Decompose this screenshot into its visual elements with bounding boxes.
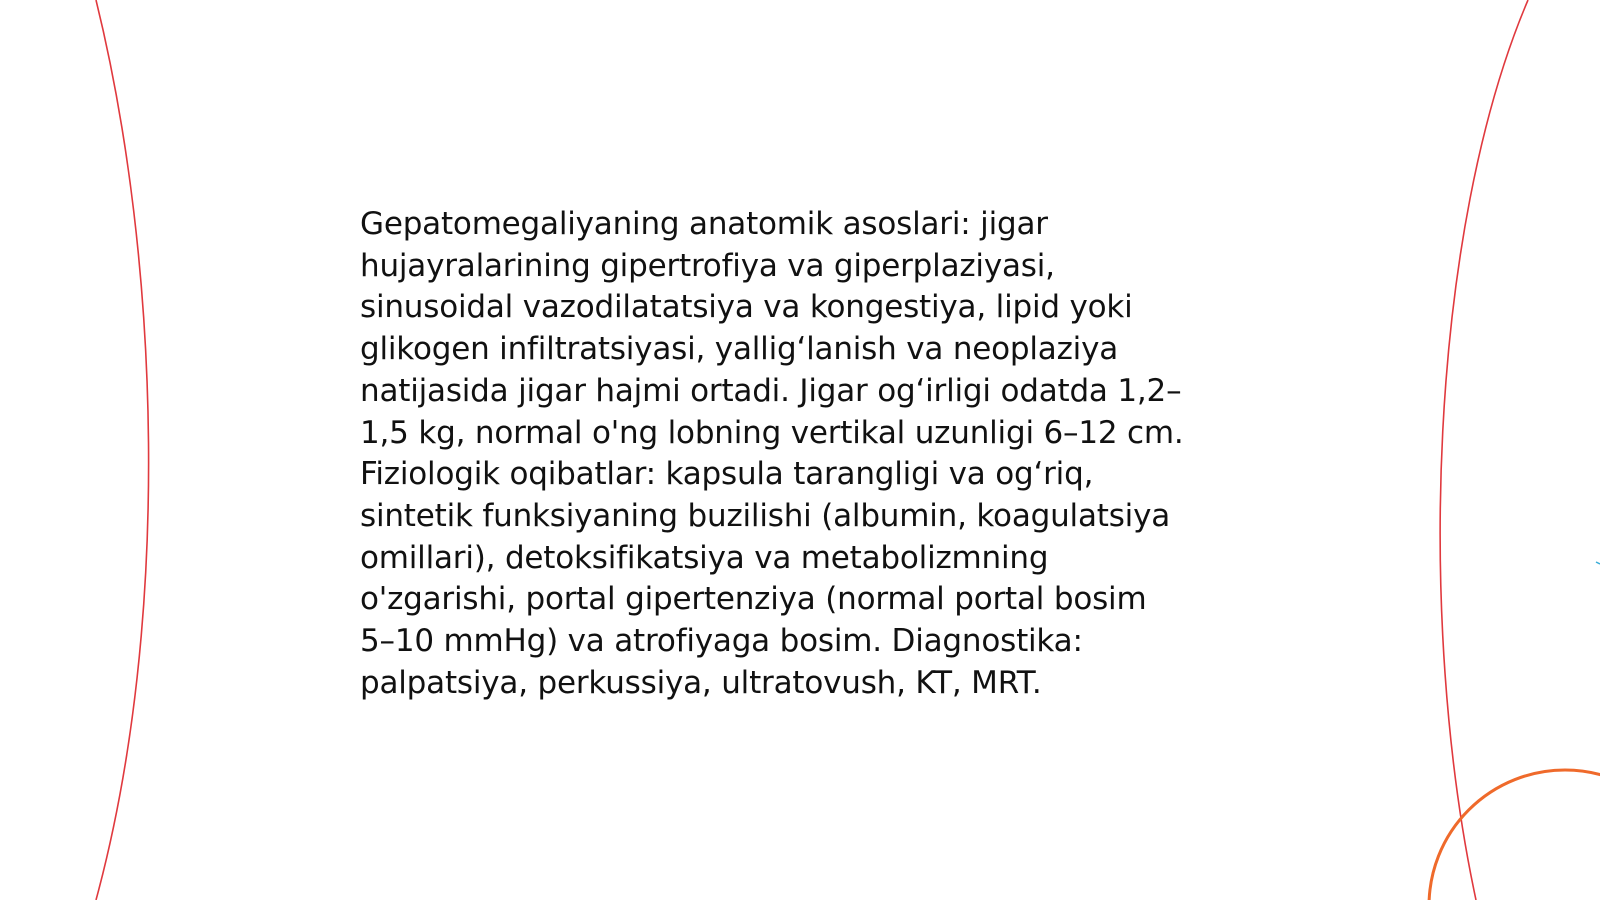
body-line: Gepatomegaliyaning anatomik asoslari: jigar [360, 206, 1048, 242]
body-line: 1,5 kg, normal o'ng lobning vertikal uzunligi 6–12 cm. [360, 414, 1184, 451]
body-text [360, 204, 1240, 704]
body-line: sintetik funksiyaning buzilishi (albumin, koagulatsiya [360, 497, 1171, 534]
body-line: omillari), detoksifikatsiya va metabolizmning [360, 539, 1049, 576]
body-line: Fiziologik oqibatlar: kapsula tarangligi va og‘riq, [360, 456, 1094, 493]
body-line: sinusoidal vazodilatatsiya va kongestiya, lipid yoki [360, 289, 1133, 326]
body-line: hujayralarining gipertrofiya va giperplaziyasi, [360, 247, 1055, 284]
left-arc [96, 0, 149, 900]
body-line: palpatsiya, perkussiya, ultratovush, KT, MRT. [360, 664, 1042, 701]
body-line: 5–10 mmHg) va atrofiyaga bosim. Diagnostika: [360, 623, 1083, 660]
blue-accent-mark [1596, 562, 1600, 564]
orange-circle [1429, 770, 1600, 900]
body-line: natijasida jigar hajmi ortadi. Jigar og‘irligi odatda 1,2– [360, 372, 1182, 409]
body-line: o'zgarishi, portal gipertenziya (normal portal bosim [360, 581, 1147, 618]
body-line: glikogen infiltratsiyasi, yallig‘lanish va neoplaziya [360, 331, 1119, 368]
right-arc [1440, 0, 1528, 900]
